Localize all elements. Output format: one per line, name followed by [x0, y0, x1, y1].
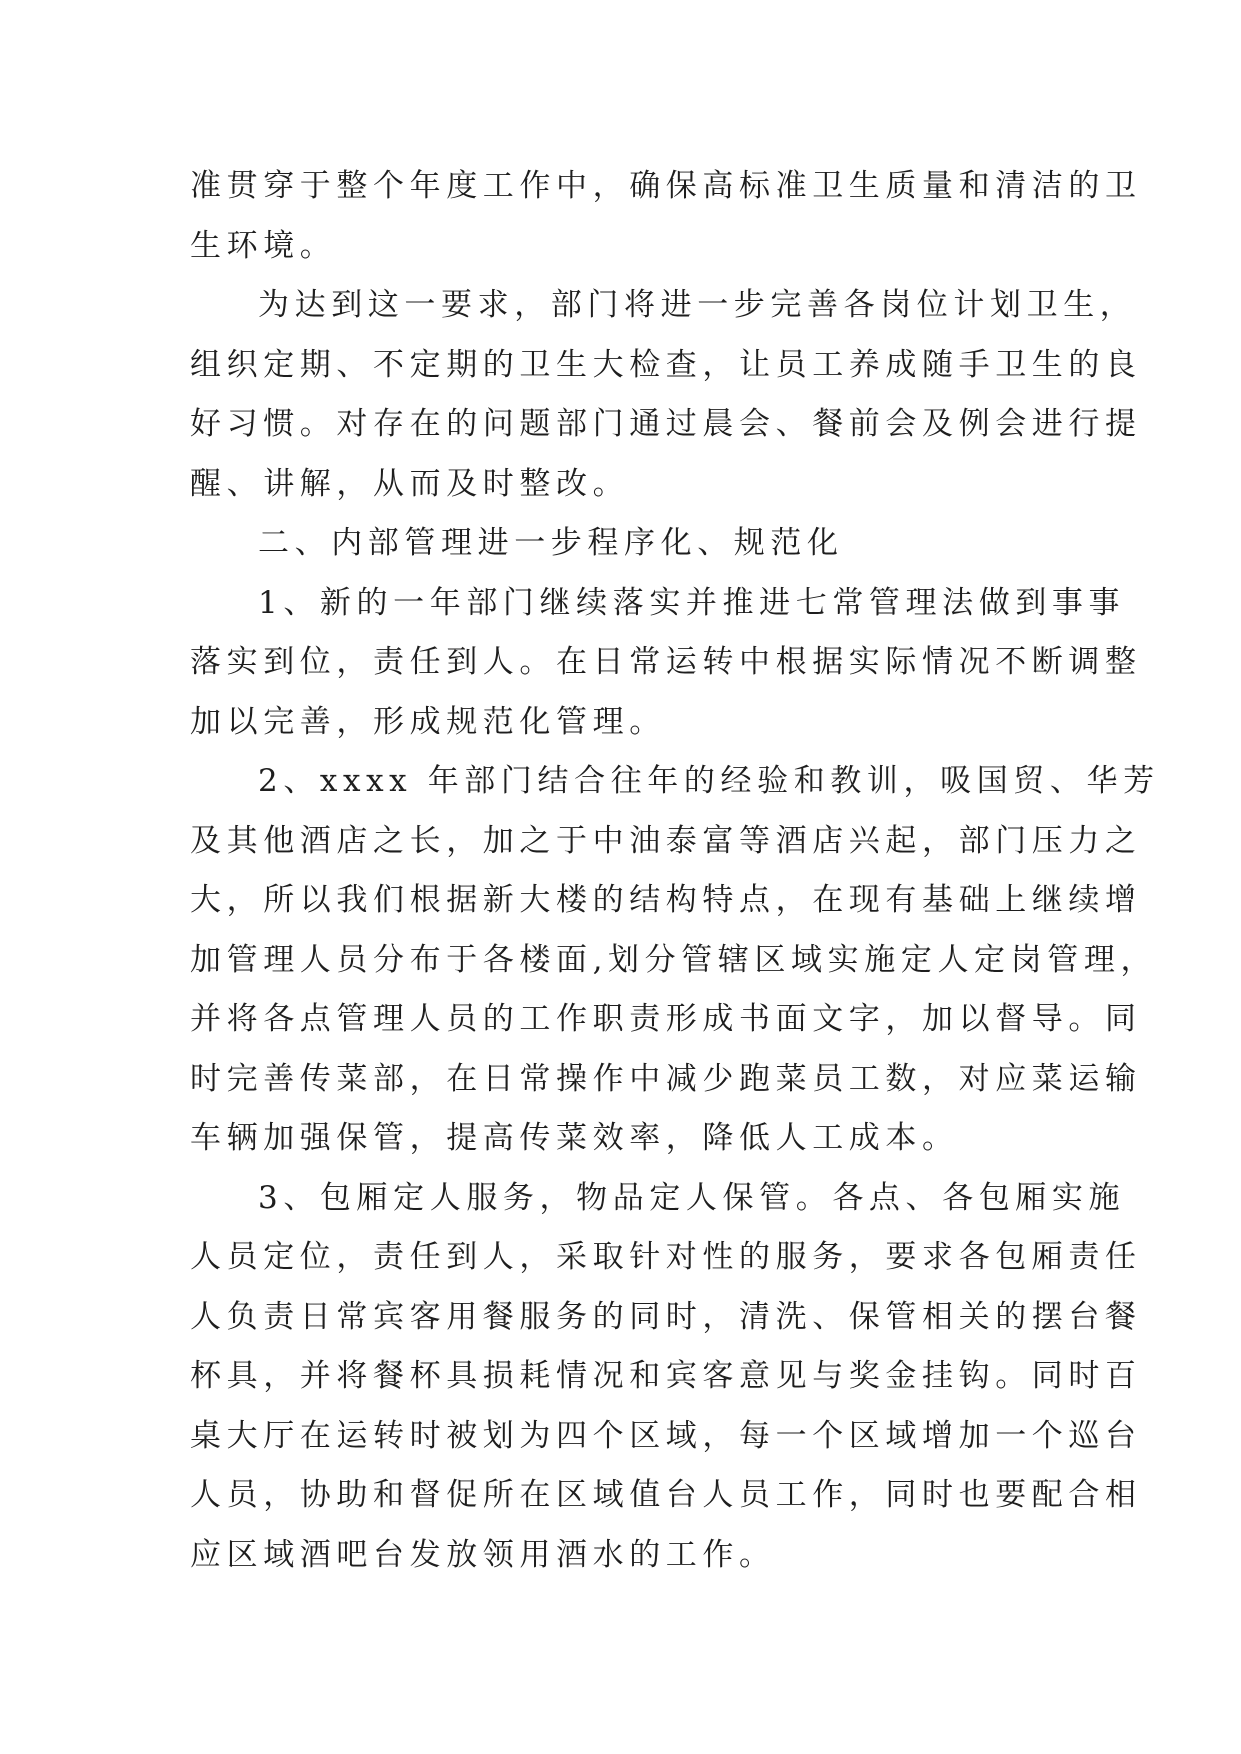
text-line: 车辆加强保管，提高传菜效率，降低人工成本。 — [190, 1120, 959, 1156]
text-line: 人员定位，责任到人，采取针对性的服务，要求各包厢责任 — [190, 1239, 1142, 1275]
text-line: 加管理人员分布于各楼面,划分管辖区域实施定人定岗管理， — [190, 941, 1158, 978]
text-line: 组织定期、不定期的卫生大检查，让员工养成随手卫生的良 — [190, 346, 1142, 383]
text-line: 加以完善，形成规范化管理。 — [190, 703, 666, 740]
text-line: 落实到位，责任到人。在日常运转中根据实际情况不断调整 — [190, 644, 1142, 680]
text-line: 人员，协助和督促所在区域值台人员工作，同时也要配合相 — [190, 1477, 1142, 1513]
text-line: 杯具，并将餐杯具损耗情况和宾客意见与奖金挂钩。同时百 — [190, 1358, 1142, 1394]
text-line: 时完善传菜部，在日常操作中减少跑菜员工数，对应菜运输 — [190, 1060, 1142, 1097]
text-line: 人负责日常宾客用餐服务的同时，清洗、保管相关的摆台餐 — [190, 1298, 1142, 1335]
section-heading: 二、内部管理进一步程序化、规范化 — [258, 525, 844, 561]
paragraph-start-line: 1、新的一年部门继续落实并推进七常管理法做到事事 — [258, 584, 1126, 621]
document-body — [190, 157, 1160, 1585]
text-line: 大，所以我们根据新大楼的结构特点，在现有基础上继续增 — [190, 882, 1142, 918]
text-line: 并将各点管理人员的工作职责形成书面文字，加以督导。同 — [190, 1001, 1142, 1037]
paragraph-start-line: 3、包厢定人服务，物品定人保管。各点、各包厢实施 — [258, 1179, 1126, 1216]
text-line: 醒、讲解，从而及时整改。 — [190, 465, 630, 502]
text-line: 生环境。 — [190, 227, 337, 264]
text-line: 准贯穿于整个年度工作中，确保高标准卫生质量和清洁的卫 — [190, 168, 1142, 204]
paragraph-start-line: 2、xxxx 年部门结合往年的经验和教训，吸国贸、华芳 — [258, 763, 1160, 799]
text-line: 应区域酒吧台发放领用酒水的工作。 — [190, 1536, 776, 1573]
text-line: 及其他酒店之长，加之于中油泰富等酒店兴起，部门压力之 — [190, 822, 1142, 859]
text-line: 好习惯。对存在的问题部门通过晨会、餐前会及例会进行提 — [190, 406, 1142, 442]
paragraph-start-line: 为达到这一要求，部门将进一步完善各岗位计划卫生， — [258, 287, 1137, 323]
text-line: 桌大厅在运转时被划为四个区域，每一个区域增加一个巡台 — [190, 1417, 1142, 1454]
